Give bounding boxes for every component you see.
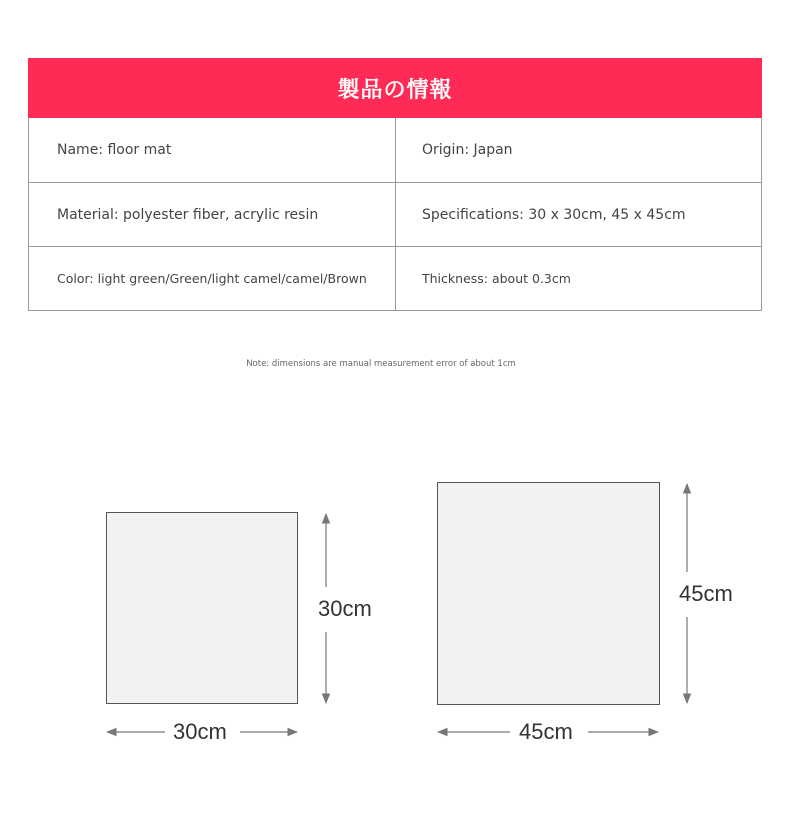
large-mat-square bbox=[438, 483, 660, 705]
color-cell: Color: light green/Green/light camel/camel/Brown bbox=[29, 247, 396, 310]
small-mat-height-label: 30cm bbox=[318, 596, 372, 621]
table-title: 製品の情報 bbox=[337, 77, 453, 103]
measurement-note: Note: dimensions are manual measurement error of about 1cm bbox=[246, 359, 516, 369]
thickness-cell: Thickness: about 0.3cm bbox=[422, 271, 571, 286]
material-cell: Material: polyester fiber, acrylic resin bbox=[29, 183, 396, 246]
specifications-cell: Specifications: 30 x 30cm, 45 x 45cm bbox=[422, 206, 686, 223]
name-cell: Name: floor mat bbox=[29, 118, 396, 182]
origin-cell: Origin: Japan bbox=[422, 142, 513, 158]
small-mat-square bbox=[107, 513, 298, 704]
large-mat-width-label: 45cm bbox=[519, 719, 573, 744]
small-mat-width-label: 30cm bbox=[173, 719, 227, 744]
large-mat-height-label: 45cm bbox=[679, 581, 733, 606]
